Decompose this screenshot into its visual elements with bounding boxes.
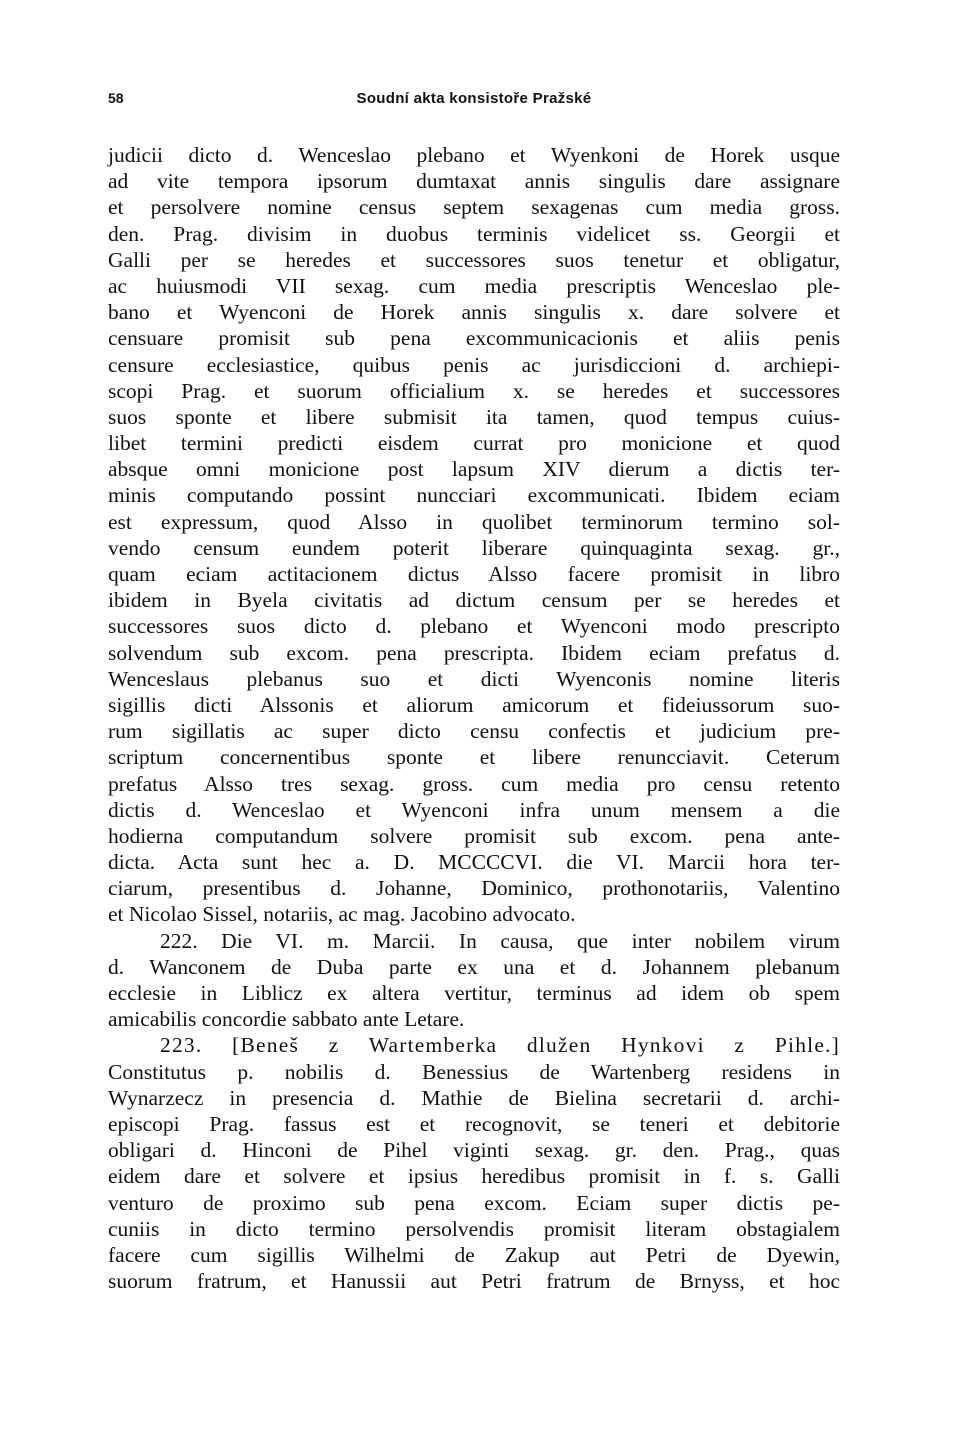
- text-line: et persolvere nomine census septem sexagenas cum media gross.: [108, 195, 840, 220]
- text-line: prefatus Alsso tres sexag. gross. cum media pro censu retento: [108, 771, 840, 796]
- text-line: ecclesie in Liblicz ex altera vertitur, terminus ad idem ob spem: [108, 981, 840, 1005]
- text-line: quam eciam actitacionem dictus Alsso facere promisit in libro: [108, 562, 840, 586]
- text-line: judicii dicto d. Wenceslao plebano et Wyenkoni de Horek usque: [108, 143, 840, 167]
- text-line: dictis d. Wenceslao et Wyenconi infra unum mensem a die: [108, 797, 840, 822]
- text-line: rum sigillatis ac super dicto censu confectis et judicium pre-: [108, 719, 840, 744]
- text-line: suorum fratrum, et Hanussii aut Petri fratrum de Brnyss, et hoc: [108, 1269, 840, 1294]
- text-line: et Nicolao Sissel, notariis, ac mag. Jacobino advocato.: [108, 902, 576, 927]
- text-line: suos sponte et libere submisit ita tamen, quod tempus cuius-: [108, 404, 840, 429]
- text-line: ad vite tempora ipsorum dumtaxat annis singulis dare assignare: [108, 169, 840, 194]
- text-line: bano et Wyenconi de Horek annis singulis x. dare solvere et: [108, 300, 840, 325]
- text-line: ciarum, presentibus d. Johanne, Dominico, prothonotariis, Valentino: [108, 876, 840, 901]
- text-line: Wenceslaus plebanus suo et dicti Wyenconis nomine literis: [108, 666, 840, 691]
- text-line: Wynarzecz in presencia d. Mathie de Bielina secretarii d. archi-: [108, 1085, 840, 1110]
- text-line: eidem dare et solvere et ipsius heredibus promisit in f. s. Galli: [108, 1164, 840, 1189]
- text-line: cuniis in dicto termino persolvendis promisit literam obstagialem: [108, 1216, 840, 1241]
- text-line: obligari d. Hinconi de Pihel viginti sexag. gr. den. Prag., quas: [108, 1138, 840, 1163]
- text-line: episcopi Prag. fassus est et recognovit, se teneri et debitorie: [108, 1111, 840, 1136]
- text-line: den. Prag. divisim in duobus terminis videlicet ss. Georgii et: [108, 221, 840, 246]
- text-line: absque omni monicione post lapsum XIV dierum a dictis ter-: [108, 457, 840, 482]
- text-line: censure ecclesiastice, quibus penis ac jurisdiccioni d. archiepi-: [108, 352, 840, 377]
- text-line: d. Wanconem de Duba parte ex una et d. Johannem plebanum: [108, 954, 840, 979]
- text-line: solvendum sub excom. pena prescripta. Ibidem eciam prefatus d.: [108, 640, 840, 665]
- text-line: libet termini predicti eisdem currat pro monicione et quod: [108, 431, 840, 456]
- text-line: scopi Prag. et suorum officialium x. se heredes et successores: [108, 378, 840, 403]
- running-title: Soudní akta konsistoře Pražské: [356, 90, 592, 107]
- text-line: dicta. Acta sunt hec a. D. MCCCCVI. die VI. Marcii hora ter-: [108, 850, 840, 875]
- text-line: sigillis dicti Alssonis et aliorum amicorum et fideiussorum suo-: [108, 692, 840, 717]
- text-line: successores suos dicto d. plebano et Wyenconi modo prescripto: [108, 614, 840, 639]
- text-line: facere cum sigillis Wilhelmi de Zakup aut Petri de Dyewin,: [108, 1242, 840, 1267]
- text-line: minis computando possint nuncciari excommunicati. Ibidem eciam: [108, 483, 840, 508]
- text-line: ac huiusmodi VII sexag. cum media prescriptis Wenceslao ple-: [108, 273, 840, 298]
- page-header: [108, 90, 840, 114]
- text-line: Galli per se heredes et successores suos tenetur et obligatur,: [108, 247, 840, 272]
- text-line: 223. [Beneš z Wartemberka dlužen Hynkovi z Pihle.]: [160, 1033, 840, 1058]
- text-line: venturo de proximo sub pena excom. Eciam super dictis pe-: [108, 1190, 840, 1215]
- text-line: vendo censum eundem poterit liberare quinquaginta sexag. gr.,: [108, 535, 840, 560]
- text-line: Constitutus p. nobilis d. Benessius de Wartenberg residens in: [108, 1059, 840, 1084]
- text-line: ibidem in Byela civitatis ad dictum censum per se heredes et: [108, 588, 840, 613]
- page-number: 58: [108, 90, 124, 106]
- text-line: 222. Die VI. m. Marcii. In causa, que inter nobilem virum: [160, 928, 840, 953]
- text-line: hodierna computandum solvere promisit sub excom. pena ante-: [108, 823, 840, 848]
- document-body: [108, 142, 840, 1294]
- text-line: amicabilis concordie sabbato ante Letare.: [108, 1007, 465, 1032]
- text-line: censuare promisit sub pena excommunicacionis et aliis penis: [108, 326, 840, 351]
- text-line: scriptum concernentibus sponte et libere renuncciavit. Ceterum: [108, 745, 840, 770]
- text-line: est expressum, quod Alsso in quolibet terminorum termino sol-: [108, 509, 840, 534]
